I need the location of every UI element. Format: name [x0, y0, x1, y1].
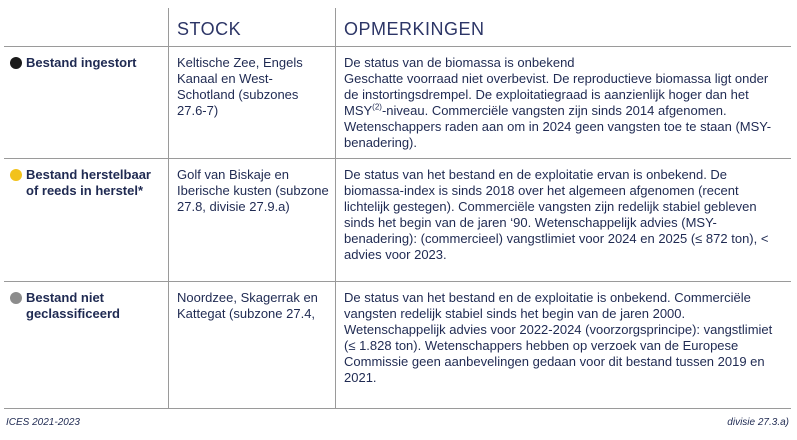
header-remarks: OPMERKINGEN — [335, 8, 791, 46]
status-dot-yellow-icon — [10, 169, 22, 181]
header-stock: STOCK — [168, 8, 335, 46]
stock-continuation: divisie 27.3.a) — [727, 417, 789, 428]
stock-table — [4, 8, 791, 409]
table-header — [4, 8, 791, 47]
remark-line: De status van het bestand en de exploitatie is onbekend. Commerciële vangsten redelijk stabiel sinds het begin van de jaren 2000. Wetenschappelijk advies voor 2022-2024 (voorzorgsprincipe): vangstlimiet (≤ 1.828 ton). Wetenschappers hebben op verzoek van de Europese Commissie geen aanbevelingen gedaan voor dit bestand tussen 2019 en 2021. — [344, 290, 773, 385]
remark-line: Geschatte voorraad niet overbevist. De reproductieve biomassa ligt onder de instortingsdrempel. De exploitatiegraad is aanzienlijk hoger dan het MSY$^{(2)}$-niveau. Commerciële vangsten zijn sinds 2014 afgenomen. Wetenschappers raden aan om in 2024 geen vangsten toe te staan (MSY-benadering). — [344, 71, 772, 150]
table-row — [4, 282, 791, 409]
remark-line: De status van de biomassa is onbekend — [344, 55, 575, 70]
remarks — [335, 282, 791, 408]
table-row — [4, 159, 791, 282]
status-label: Bestand herstelbaar of reeds in herstel* — [10, 167, 162, 199]
remark-line: De status van het bestand en de exploitatie ervan is onbekend. De biomassa-index is sinds 2018 over het algemeen afgenomen (recent lichtelijk gestegen). Commerciële vangsten zijn redelijk stabiel gebleven sinds het begin van de jaren ‘90. Wetenschappelijk advies (MSY-benadering): (commercieel) vangstlimiet voor 2024 en 2025 (≤ 872 ton), < advies voor 2023. — [344, 167, 769, 262]
remarks — [335, 159, 791, 281]
remarks — [335, 47, 791, 158]
status-label: Bestand niet geclassificeerd — [10, 290, 162, 322]
stock-area: Noordzee, Skagerrak en Kattegat (subzone 27.4, — [168, 282, 335, 408]
stock-area: Keltische Zee, Engels Kanaal en West-Schotland (subzones 27.6-7) — [168, 47, 335, 158]
table-row — [4, 47, 791, 159]
header-status — [4, 8, 168, 46]
stock-area: Golf van Biskaje en Iberische kusten (subzone 27.8, divisie 27.9.a) — [168, 159, 335, 281]
footnote-ref: (2) — [372, 102, 382, 112]
status-dot-grey-icon — [10, 292, 22, 304]
status-dot-black-icon — [10, 57, 22, 69]
status-label: Bestand ingestort — [10, 55, 162, 71]
source-note: ICES 2021-2023 — [6, 417, 80, 428]
